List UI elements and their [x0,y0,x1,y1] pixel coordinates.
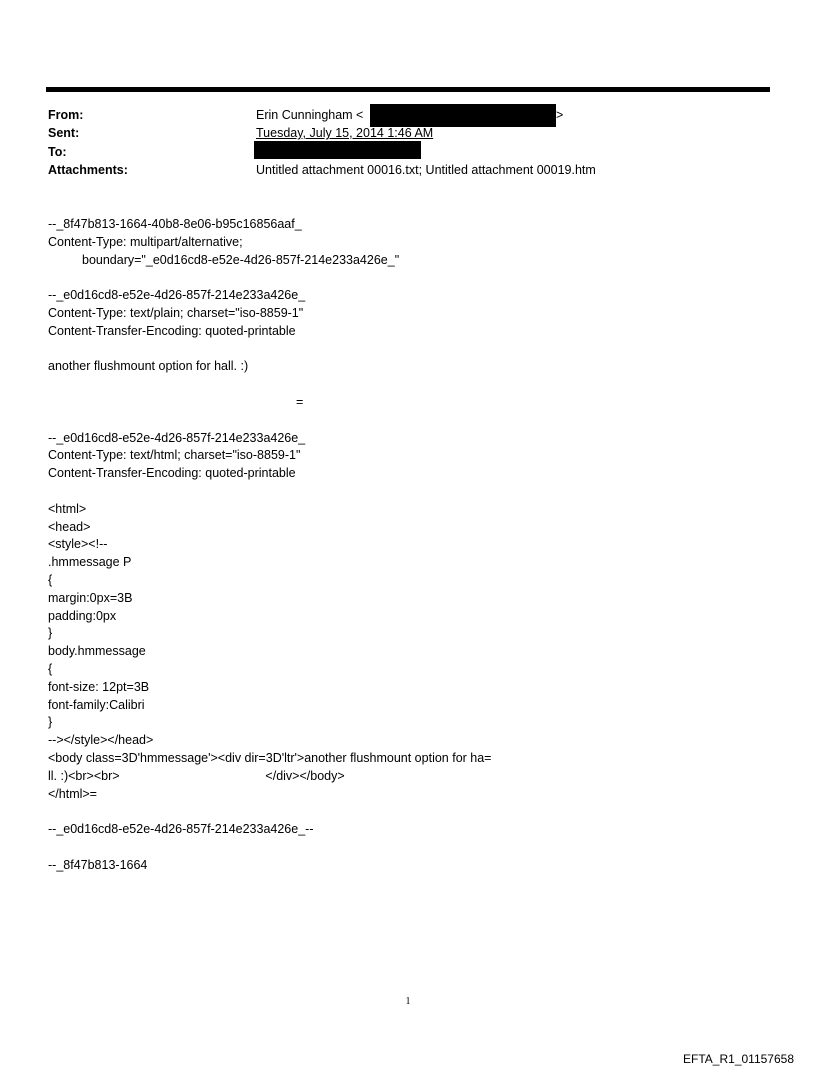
redaction-from-email [370,104,556,127]
body-line: Content-Transfer-Encoding: quoted-printable [48,466,296,481]
body-line: Content-Type: multipart/alternative; [48,234,243,249]
sent-value: Tuesday, July 15, 2014 1:46 AM [256,126,434,140]
body-line: <style><!-- [48,537,108,552]
body-line: .hmmessage P [48,555,132,570]
body-line: --></style></head> [48,733,154,748]
body-line: font-family:Calibri [48,697,145,712]
from-name: Erin Cunningham < [256,108,364,122]
body-line [48,376,491,394]
attachments-value: Untitled attachment 00016.txt; Untitled attachment 00019.htm [256,163,596,177]
body-line: --_8f47b813-1664 [48,857,148,872]
sent-label: Sent: [48,126,80,140]
from-value-end: > [556,108,564,122]
body-line: Content-Type: text/plain; charset="iso-8859-1" [48,305,304,320]
body-line: ll. :)<br><br> </div></body> [48,768,345,783]
body-line: font-size: 12pt=3B [48,679,150,694]
body-line: { [48,661,53,676]
body-line: another flushmount option for hall. :) [48,359,249,374]
body-line [48,803,491,821]
body-line: = [296,394,304,409]
document-id: EFTA_R1_01157658 [683,1052,794,1066]
body-line: { [48,572,53,587]
body-line: --_e0d16cd8-e52e-4d26-857f-214e233a426e_-- [48,822,314,837]
body-line: margin:0px=3B [48,590,133,605]
page-number: 1 [405,996,411,1007]
body-line: Content-Type: text/html; charset="iso-8859-1" [48,448,301,463]
body-line: body.hmmessage [48,644,146,659]
body-line: </html>= [48,786,97,801]
body-line: --_8f47b813-1664-40b8-8e06-b95c16856aaf_ [48,217,302,231]
email-body [48,216,491,874]
header-rule [46,87,770,92]
body-line: } [48,715,53,730]
body-line [48,341,491,359]
body-line: Content-Transfer-Encoding: quoted-printable [48,323,296,338]
redaction-to [254,141,421,159]
body-line: } [48,626,53,641]
body-line [48,269,491,287]
from-label: From: [48,108,84,122]
body-line: <html> [48,501,87,516]
body-line [48,483,491,501]
from-value [256,108,363,122]
to-label: To: [48,145,67,159]
body-line: boundary="_e0d16cd8-e52e-4d26-857f-214e233a426e_" [82,252,400,267]
body-line: <head> [48,519,91,534]
body-line [48,412,491,430]
body-line: --_e0d16cd8-e52e-4d26-857f-214e233a426e_ [48,430,306,445]
body-line: --_e0d16cd8-e52e-4d26-857f-214e233a426e_ [48,288,306,303]
attachments-label: Attachments: [48,163,128,177]
body-line [48,839,491,857]
body-line: <body class=3D'hmmessage'><div dir=3D'ltr'>another flushmount option for ha= [48,750,492,765]
body-line: padding:0px [48,608,117,623]
